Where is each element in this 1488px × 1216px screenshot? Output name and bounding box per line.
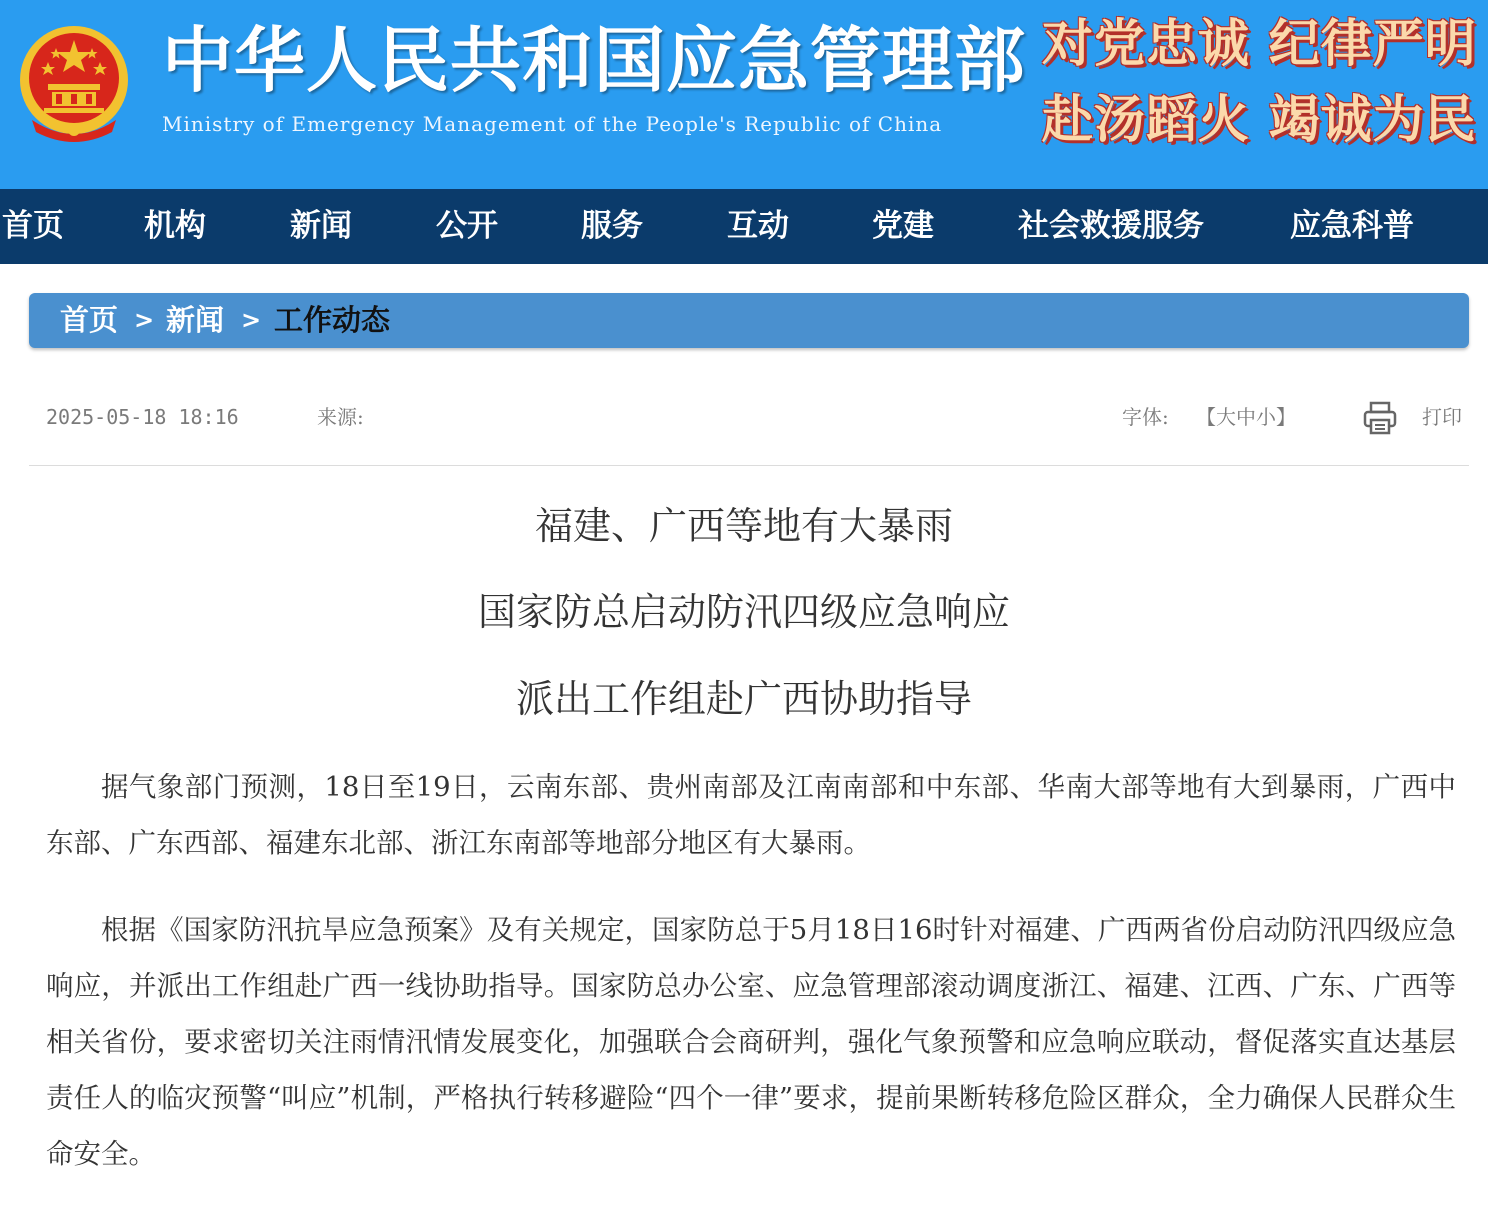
- publish-datetime: 2025-05-18 18:16: [46, 405, 239, 429]
- article-title-line-1: 福建、广西等地有大暴雨: [534, 504, 953, 548]
- main-nav: [0, 189, 1488, 264]
- nav-item-disclosure[interactable]: 公开: [436, 208, 498, 244]
- source-label: 来源:: [317, 405, 364, 429]
- nav-item-services[interactable]: 服务: [581, 208, 643, 244]
- breadcrumb-separator: >: [134, 306, 155, 334]
- nav-item-home[interactable]: 首页: [2, 208, 64, 244]
- font-size-label: 字体:: [1122, 405, 1169, 429]
- slogan-line-1: 对党忠诚 纪律严明: [1042, 14, 1477, 74]
- site-subtitle: Ministry of Emergency Management of the People's Republic of China: [162, 112, 943, 136]
- site-header: [0, 0, 1488, 189]
- font-size-options[interactable]: 【大中小】: [1196, 405, 1296, 429]
- nav-item-interaction[interactable]: 互动: [727, 208, 789, 244]
- article-paragraph-1: 据气象部门预测，18日至19日，云南东部、贵州南部及江南南部和中东部、华南大部等地有大到暴雨，广西中东部、广东西部、福建东北部、浙江东南部等地部分地区有大暴雨。: [46, 771, 1456, 859]
- nav-item-news[interactable]: 新闻: [290, 208, 352, 244]
- breadcrumb-separator: >: [241, 306, 262, 334]
- nav-item-social-rescue[interactable]: 社会救援服务: [1018, 208, 1204, 244]
- printer-icon[interactable]: [1362, 400, 1398, 436]
- nav-item-emergency-science[interactable]: 应急科普: [1290, 208, 1414, 244]
- breadcrumb-news[interactable]: 新闻: [166, 303, 225, 337]
- breadcrumb-home[interactable]: 首页: [60, 303, 119, 337]
- slogan-line-2: 赴汤蹈火 竭诚为民: [1042, 90, 1477, 150]
- article-paragraph-2: 根据《国家防汛抗旱应急预案》及有关规定，国家防总于5月18日16时针对福建、广西两省份启动防汛四级应急响应，并派出工作组赴广西一线协助指导。国家防总办公室、应急管理部滚动调度浙江、福建、江西、广东、广西等相关省份，要求密切关注雨情汛情发展变化，加强联合会商研判，强化气象预警和应急响应联动，督促落实直达基层责任人的临灾预警“叫应”机制，严格执行转移避险“四个一律”要求，提前果断转移危险区群众，全力确保人民群众生命安全。: [46, 914, 1456, 1170]
- breadcrumb-current[interactable]: 工作动态: [274, 303, 391, 337]
- article-title-line-3: 派出工作组赴广西协助指导: [515, 677, 972, 721]
- divider: [29, 465, 1469, 466]
- national-emblem-icon[interactable]: [18, 24, 130, 144]
- breadcrumb: [29, 293, 1469, 348]
- nav-item-party-building[interactable]: 党建: [872, 208, 934, 244]
- nav-item-organization[interactable]: 机构: [144, 208, 206, 244]
- print-link[interactable]: 打印: [1422, 405, 1462, 429]
- site-title[interactable]: 中华人民共和国应急管理部: [162, 19, 1027, 102]
- article-title-line-2: 国家防总启动防汛四级应急响应: [477, 590, 1010, 634]
